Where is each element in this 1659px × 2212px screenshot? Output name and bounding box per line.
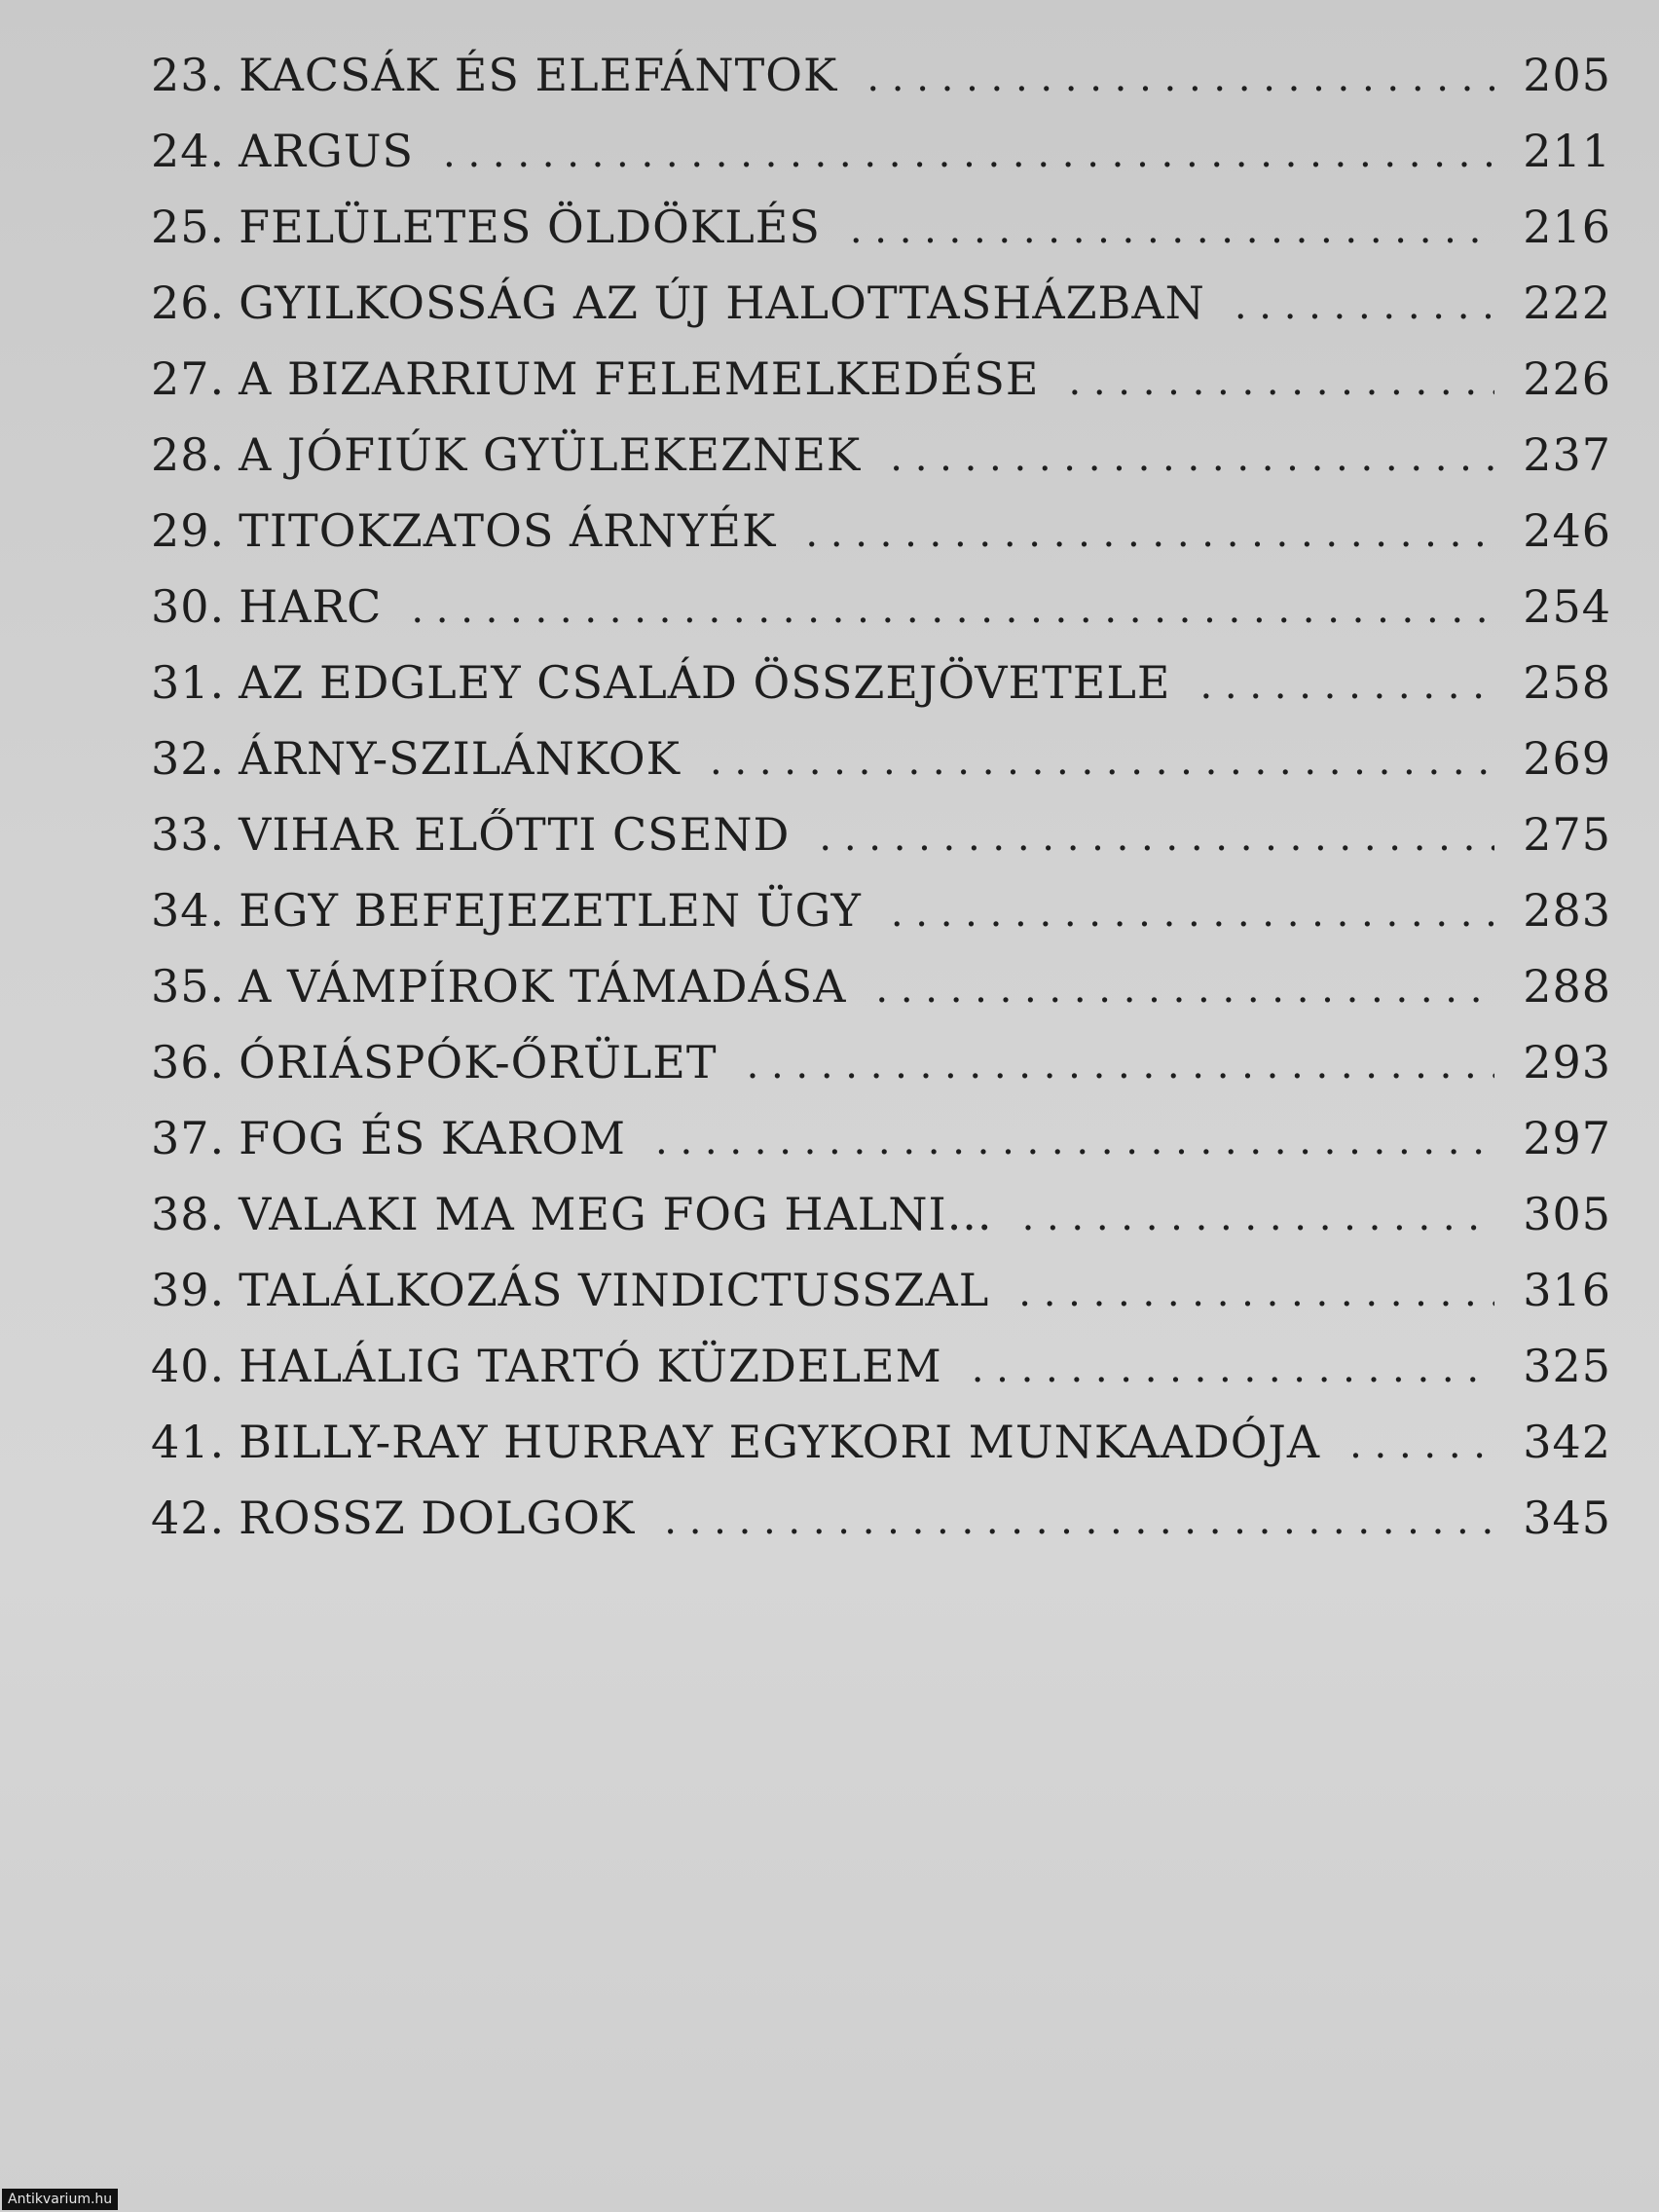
toc-entry <box>151 1024 1611 1100</box>
toc-entry <box>151 417 1611 493</box>
chapter-number: 29. <box>151 504 226 557</box>
toc-entry <box>151 872 1611 948</box>
chapter-title: ROSSZ DOLGOK <box>239 1492 636 1544</box>
dot-leader <box>819 799 1494 875</box>
page-number: 211 <box>1523 125 1611 177</box>
page-number: 297 <box>1523 1112 1611 1164</box>
chapter-number: 39. <box>151 1264 226 1316</box>
chapter-number: 41. <box>151 1416 226 1468</box>
toc-entry <box>151 796 1611 872</box>
chapter-number: 35. <box>151 960 226 1013</box>
toc-entry <box>151 569 1611 645</box>
chapter-title: ÁRNY-SZILÁNKOK <box>239 732 681 785</box>
chapter-title: TALÁLKOZÁS VINDICTUSSZAL <box>239 1264 990 1316</box>
chapter-number: 34. <box>151 884 226 937</box>
chapter-title: VIHAR ELŐTTI CSEND <box>239 808 791 861</box>
chapter-number: 33. <box>151 808 226 861</box>
chapter-title: KACSÁK ÉS ELEFÁNTOK <box>239 49 838 101</box>
chapter-number: 30. <box>151 580 226 633</box>
page-number: 293 <box>1523 1036 1611 1088</box>
source-watermark: Antikvarium.hu <box>2 2189 118 2210</box>
dot-leader <box>1199 647 1494 723</box>
toc-entry <box>151 493 1611 569</box>
page-number: 237 <box>1523 428 1611 481</box>
toc-entry <box>151 1404 1611 1480</box>
toc-entry <box>151 1176 1611 1252</box>
chapter-title: FELÜLETES ÖLDÖKLÉS <box>239 201 821 253</box>
chapter-number: 27. <box>151 352 226 405</box>
chapter-title: A JÓFIÚK GYÜLEKEZNEK <box>239 428 862 481</box>
dot-leader <box>875 951 1494 1027</box>
dot-leader <box>443 116 1494 192</box>
page-number: 258 <box>1523 656 1611 709</box>
chapter-number: 25. <box>151 201 226 253</box>
table-of-contents <box>151 37 1611 1556</box>
toc-entry <box>151 720 1611 796</box>
page-number: 222 <box>1523 276 1611 329</box>
chapter-title: VALAKI MA MEG FOG HALNI... <box>239 1188 993 1240</box>
dot-leader <box>411 571 1494 647</box>
chapter-title: FOG ÉS KAROM <box>239 1112 627 1164</box>
dot-leader <box>664 1483 1494 1559</box>
chapter-number: 23. <box>151 49 226 101</box>
chapter-title: BILLY-RAY HURRAY EGYKORI MUNKAADÓJA <box>239 1416 1321 1468</box>
chapter-title: HARC <box>239 580 383 633</box>
page-number: 305 <box>1523 1188 1611 1240</box>
chapter-title: AZ EDGLEY CSALÁD ÖSSZEJÖVETELE <box>239 656 1171 709</box>
dot-leader <box>1018 1255 1494 1331</box>
chapter-title: TITOKZATOS ÁRNYÉK <box>239 504 777 557</box>
chapter-number: 36. <box>151 1036 226 1088</box>
toc-entry <box>151 113 1611 189</box>
toc-entry <box>151 645 1611 720</box>
page-number: 205 <box>1523 49 1611 101</box>
dot-leader <box>891 875 1494 951</box>
chapter-number: 28. <box>151 428 226 481</box>
page-number: 342 <box>1523 1416 1611 1468</box>
dot-leader <box>710 723 1494 799</box>
chapter-number: 24. <box>151 125 226 177</box>
chapter-number: 31. <box>151 656 226 709</box>
toc-entry <box>151 948 1611 1024</box>
page-number: 275 <box>1523 808 1611 861</box>
chapter-number: 42. <box>151 1492 226 1544</box>
dot-leader <box>1068 344 1494 420</box>
chapter-number: 32. <box>151 732 226 785</box>
chapter-title: EGY BEFEJEZETLEN ÜGY <box>239 884 862 937</box>
chapter-number: 38. <box>151 1188 226 1240</box>
toc-entry <box>151 1100 1611 1176</box>
dot-leader <box>805 496 1494 571</box>
page-number: 345 <box>1523 1492 1611 1544</box>
chapter-title: A BIZARRIUM FELEMELKEDÉSE <box>239 352 1040 405</box>
dot-leader <box>972 1331 1494 1407</box>
chapter-title: ÓRIÁSPÓK-ŐRÜLET <box>239 1036 718 1088</box>
page-number: 325 <box>1523 1340 1611 1392</box>
chapter-title: ARGUS <box>239 125 415 177</box>
toc-entry <box>151 189 1611 265</box>
page-number: 269 <box>1523 732 1611 785</box>
page-number: 226 <box>1523 352 1611 405</box>
dot-leader <box>655 1103 1494 1179</box>
chapter-title: HALÁLIG TARTÓ KÜZDELEM <box>239 1340 942 1392</box>
toc-entry <box>151 1252 1611 1328</box>
chapter-title: A VÁMPÍROK TÁMADÁSA <box>239 960 847 1013</box>
dot-leader <box>1235 268 1494 344</box>
chapter-number: 37. <box>151 1112 226 1164</box>
page-number: 246 <box>1523 504 1611 557</box>
dot-leader <box>866 40 1494 116</box>
page-number: 254 <box>1523 580 1611 633</box>
toc-entry <box>151 265 1611 341</box>
page-number: 216 <box>1523 201 1611 253</box>
chapter-title: GYILKOSSÁG AZ ÚJ HALOTTASHÁZBAN <box>239 276 1205 329</box>
dot-leader <box>1022 1179 1494 1255</box>
toc-entry <box>151 37 1611 113</box>
dot-leader <box>747 1027 1494 1103</box>
dot-leader <box>850 192 1494 268</box>
page-number: 283 <box>1523 884 1611 937</box>
page-number: 316 <box>1523 1264 1611 1316</box>
page-number: 288 <box>1523 960 1611 1013</box>
chapter-number: 26. <box>151 276 226 329</box>
dot-leader <box>1349 1407 1494 1483</box>
toc-entry <box>151 1480 1611 1556</box>
chapter-number: 40. <box>151 1340 226 1392</box>
toc-entry <box>151 341 1611 417</box>
dot-leader <box>890 420 1494 496</box>
toc-entry <box>151 1328 1611 1404</box>
